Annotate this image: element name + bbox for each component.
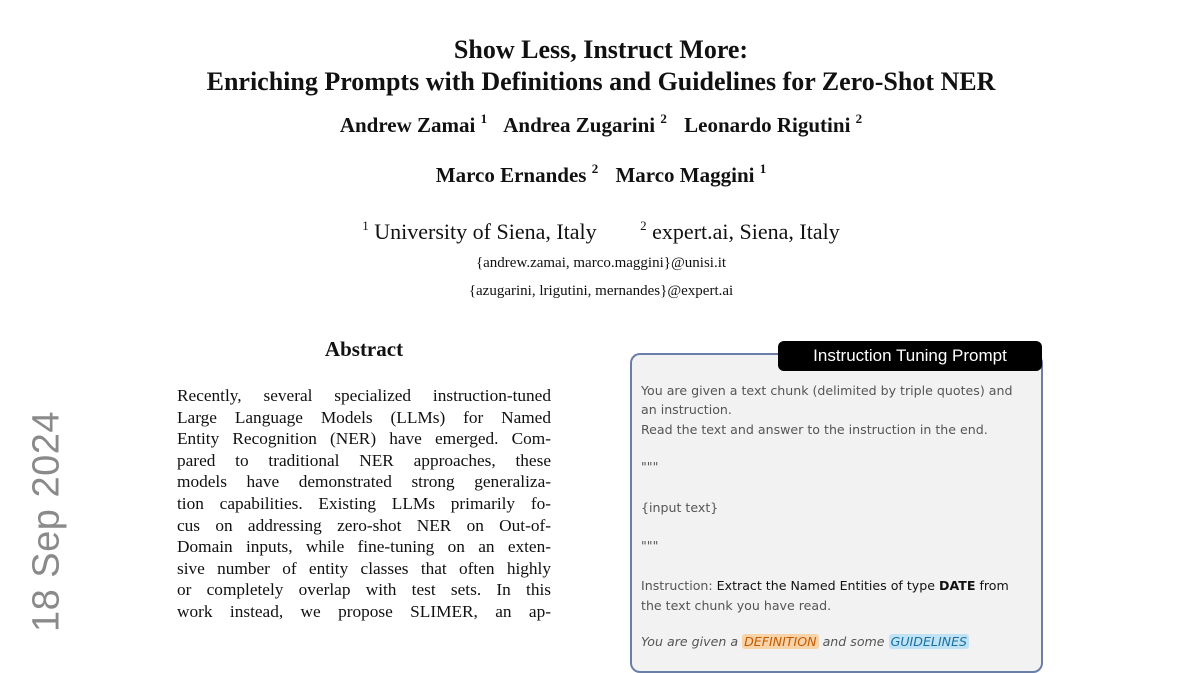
abstract-body xyxy=(177,385,551,623)
author-name: Marco Maggini xyxy=(615,163,755,187)
abstract-heading: Abstract xyxy=(324,337,404,361)
affil-mark: 2 xyxy=(640,218,647,233)
authors-row-1 xyxy=(0,113,1200,138)
instruction-text: Extract the Named Entities of type xyxy=(716,578,936,593)
abstract-line: work instead, we propose SLIMER, an ap- xyxy=(177,601,551,621)
title-line-1: Show Less, Instruct More: xyxy=(453,35,749,64)
definition-highlight: DEFINITION xyxy=(744,634,817,649)
email-line: {andrew.zamai, marco.maggini}@unisi.it xyxy=(475,255,727,271)
prompt-intro-line: You are given a text chunk (delimited by triple quotes) and xyxy=(641,383,1013,398)
abstract-line: Recently, several specialized instruction-tuned xyxy=(177,386,551,405)
prompt-input-text: {input text} xyxy=(641,500,719,515)
abstract-line: Entity Recognition (NER) have emerged. Com- xyxy=(177,429,551,449)
affil-name: expert.ai, Siena, Italy xyxy=(652,219,840,244)
email-line: {azugarini, lrigutini, mernandes}@expert.ai xyxy=(468,283,734,299)
definition-text: You are given a xyxy=(641,634,739,649)
prompt-intro-line: an instruction. xyxy=(641,402,732,417)
abstract-line: pared to traditional NER approaches, these xyxy=(177,450,551,470)
author-affil-mark: 2 xyxy=(591,161,599,176)
abstract-line: Large Language Models (LLMs) for Named xyxy=(177,407,551,427)
author-name: Marco Ernandes xyxy=(435,163,587,187)
instruction-entity-type: DATE xyxy=(939,578,976,593)
author-affil-mark: 2 xyxy=(855,111,863,126)
abstract-line: or completely overlap with test sets. In this xyxy=(177,580,551,600)
arxiv-date-stamp: 18 Sep 2024 xyxy=(25,410,68,633)
author-name: Leonardo Rigutini xyxy=(684,113,851,137)
affil-mark: 1 xyxy=(362,218,369,233)
guidelines-highlight: GUIDELINES xyxy=(890,634,968,649)
author-name: Andrew Zamai xyxy=(339,113,476,137)
abstract-line: sive number of entity classes that often highly xyxy=(177,558,551,578)
prompt-instruction-line-2: the text chunk you have read. xyxy=(641,598,832,613)
author-affil-mark: 2 xyxy=(660,111,667,126)
instruction-text: from xyxy=(979,578,1009,593)
prompt-quotes-close: """ xyxy=(641,538,659,553)
affiliations xyxy=(0,219,1200,245)
author-affil-mark: 1 xyxy=(759,161,767,176)
authors-row-2 xyxy=(0,163,1200,188)
author-affil-mark: 1 xyxy=(480,111,488,126)
title-line-2: Enriching Prompts with Definitions and Guidelines for Zero-Shot NER xyxy=(206,67,996,96)
affil-name: University of Siena, Italy xyxy=(374,219,597,244)
prompt-figure-tab: Instruction Tuning Prompt xyxy=(778,341,1042,371)
abstract-line: models have demonstrated strong generaliza- xyxy=(177,472,551,492)
instruction-label: Instruction: xyxy=(641,578,713,593)
author-name: Andrea Zugarini xyxy=(503,113,656,137)
abstract-line: cus on addressing zero-shot NER on Out-of- xyxy=(177,515,551,535)
paper-title xyxy=(0,34,1200,98)
abstract-line: Domain inputs, while fine-tuning on an exten- xyxy=(177,537,551,557)
prompt-instruction-line xyxy=(641,578,1009,593)
abstract-line: tion capabilities. Existing LLMs primarily fo- xyxy=(177,493,551,513)
definition-text: and some xyxy=(822,634,885,649)
prompt-quotes-open: """ xyxy=(641,459,659,474)
prompt-intro-line: Read the text and answer to the instruction in the end. xyxy=(641,422,988,437)
prompt-definition-line xyxy=(641,634,969,649)
